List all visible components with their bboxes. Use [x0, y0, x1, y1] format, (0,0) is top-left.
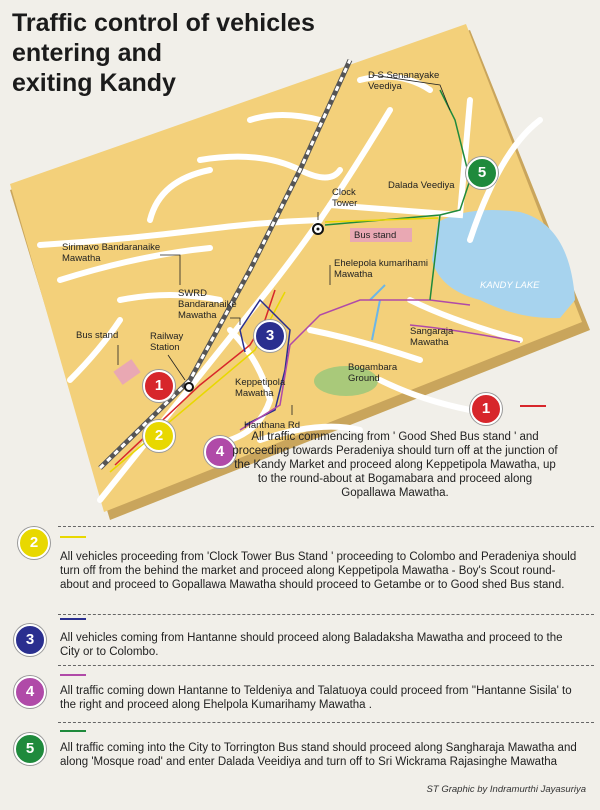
legend-5-swatch: [60, 730, 86, 732]
label-bus-stand-left: Bus stand: [76, 330, 119, 341]
railway-station-icon: [185, 383, 193, 391]
credit: ST Graphic by Indramurthi Jayasuriya: [426, 784, 586, 795]
label-kandy-lake: KANDY LAKE: [480, 280, 540, 291]
legend-3-text: All vehicles coming from Hantanne should proceed along Baladaksha Mawatha and proceed to the City or to Colombo.: [60, 632, 563, 658]
divider: [58, 665, 594, 666]
label-swrd-mawatha: SWRD Bandaranaike Mawatha: [178, 288, 237, 321]
legend-3-marker: 3: [14, 624, 46, 656]
label-hanthana-rd: Hanthana Rd: [244, 420, 300, 431]
label-bus-stand-top: Bus stand: [354, 230, 397, 241]
legend-2-swatch: [60, 536, 86, 538]
legend-3-swatch: [60, 618, 86, 620]
page-title: [12, 8, 342, 98]
label-keppetipola-mawatha: Keppetipola Mawatha: [235, 377, 286, 399]
legend-5-text: All traffic coming into the City to Torrington Bus stand should proceed along Sangharaja Mawatha and along 'Mosque road' and enter Dalada Veeidiya and turn off to Sri Wickrama Rajasinghe Mawatha: [60, 742, 577, 768]
map-marker-1: 1: [143, 370, 175, 402]
label-ehelepola-mawatha: Ehelepola kumarihami Mawatha: [334, 258, 428, 280]
legend-1-text: All traffic commencing from ' Good Shed Bus stand ' and proceeding towards Peradeniya should turn off at the junction of the Kandy Market and proceed along Keppetipola Mawatha, up to the round-about at Bogamabara and proceed along Gopallawa Mawatha.: [232, 431, 558, 499]
divider: [58, 526, 594, 527]
legend-1-swatch: [520, 405, 546, 407]
map-marker-4: 4: [204, 436, 236, 468]
page-title-line3: exiting Kandy: [12, 69, 176, 97]
divider: [58, 722, 594, 723]
label-sangaraja-mawatha: Sangaraja Mawatha: [410, 326, 454, 348]
legend-1-marker: 1: [470, 393, 502, 425]
page-title-line1: Traffic control of vehicles: [12, 9, 315, 37]
label-dalada-veediya: Dalada Veediya: [388, 180, 455, 191]
divider: [58, 614, 594, 615]
label-senanayake-veediya: D S Senanayake Veediya: [368, 70, 440, 92]
page-title-line2: entering and: [12, 39, 163, 67]
legend-2-text: All vehicles proceeding from 'Clock Tower Bus Stand ' proceeding to Colombo and Peradeniya should turn off from the behind the market and proceed along Keppetipola Mawatha - Boy's Scout round-about and proceed to Gopallawa Mawatha should proceed to Getambe or to Good shed Bus stand.: [60, 551, 577, 591]
legend-5-marker: 5: [14, 733, 46, 765]
label-clock-tower: Clock Tower: [332, 187, 358, 209]
legend-4-marker: 4: [14, 676, 46, 708]
map-marker-3: 3: [254, 320, 286, 352]
map-marker-5: 5: [466, 157, 498, 189]
label-bogambara-ground: Bogambara Ground: [348, 362, 398, 384]
legend-4-swatch: [60, 674, 86, 676]
label-railway-station: Railway Station: [150, 331, 184, 353]
legend-2-marker: 2: [18, 527, 50, 559]
legend-4-text: All traffic coming down Hantanne to Teldeniya and Talatuoya could proceed from ''Hantanne Sisila' to the right and proceed along Ehelpola Kumarihamy Mawatha .: [60, 685, 572, 711]
label-sirimavo-mawatha: Sirimavo Bandaranaike Mawatha: [62, 242, 161, 264]
map-marker-2: 2: [143, 420, 175, 452]
